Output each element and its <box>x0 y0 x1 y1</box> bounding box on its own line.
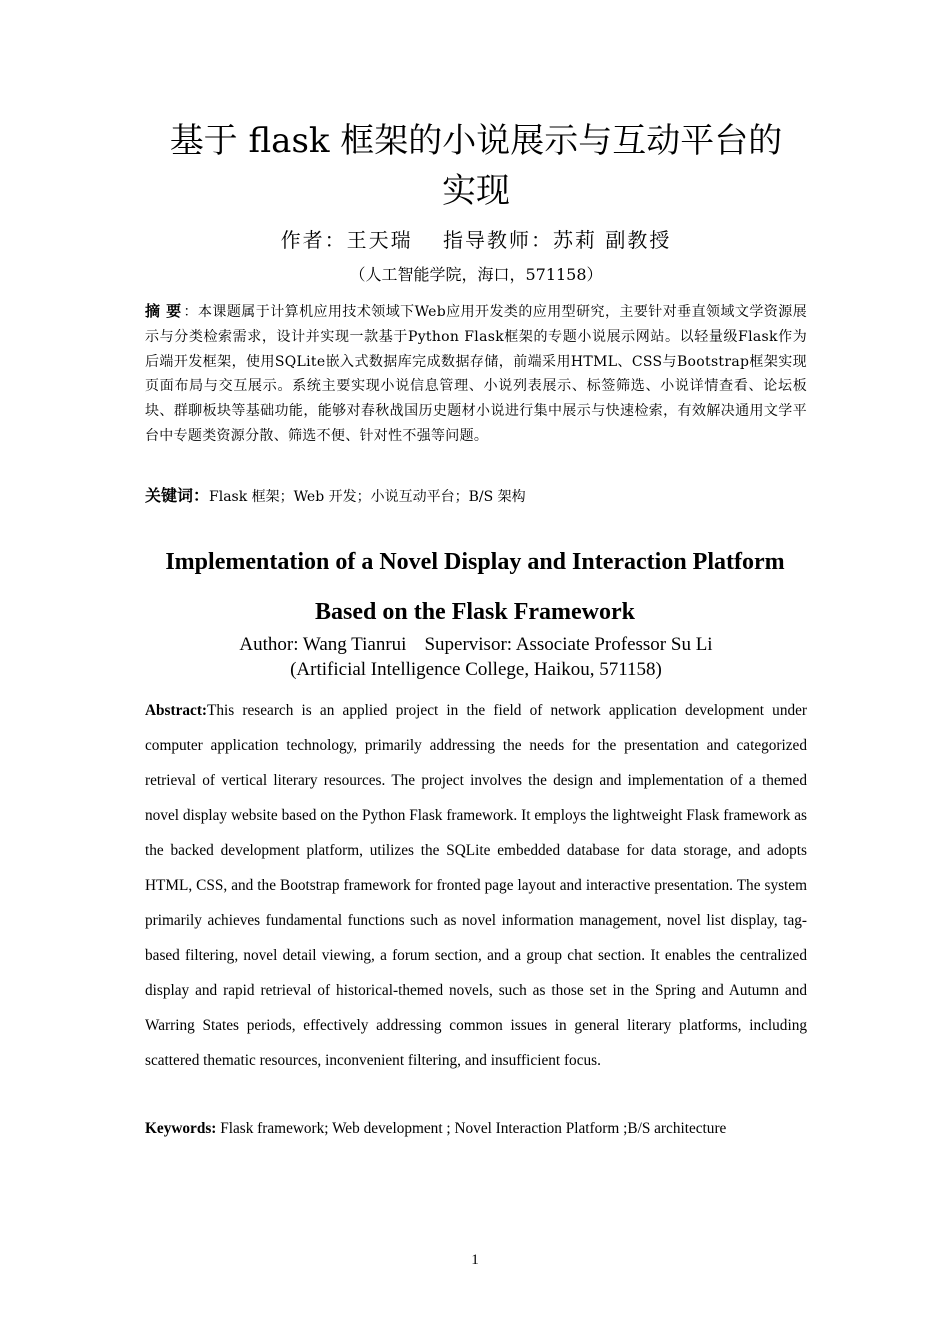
chinese-keywords-label: 关键词： <box>145 486 210 505</box>
english-supervisor: Supervisor: Associate Professor Su Li <box>424 634 713 655</box>
english-author-line <box>145 632 807 658</box>
chinese-title <box>145 116 807 216</box>
chinese-affiliation: （人工智能学院，海口，571158） <box>349 265 603 284</box>
page-number: 1 <box>471 1252 479 1268</box>
english-author: Author: Wang Tianrui <box>239 634 407 655</box>
english-abstract-label: Abstract: <box>145 702 208 719</box>
english-abstract <box>145 693 807 1078</box>
english-keywords-label: Keywords: <box>145 1120 217 1137</box>
english-abstract-text: This research is an applied project in the field of network application development under computer application technology, primarily addressing the needs for the presentation and categorized retrieval of vertical literary resources. The project involves the design and implementation of a themed novel display website based on the Python Flask framework. It employs the lightweight Flask framework as the backed development platform, utilizes the SQLite embedded database for data storage, and adopts HTML, CSS, and the Bootstrap framework for fronted page layout and interactive presentation. The system primarily achieves fundamental functions such as novel information management, novel list display, tag-based filtering, novel detail viewing, a forum section, and a group chat section. It enables the centralized display and rapid retrieval of historical-themed novels, such as those set in the Spring and Autumn and Warring States periods, effectively addressing common issues in general literary platforms, including scattered thematic resources, inconvenient filtering, and insufficient focus. <box>145 702 807 1069</box>
english-title-line-1: Implementation of a Novel Display and Interaction Platform <box>165 549 785 575</box>
chinese-title-line-1: 基于 flask 框架的小说展示与互动平台的 <box>169 121 783 161</box>
english-keywords-text: Flask framework; Web development ; Novel Interaction Platform ;B/S architecture <box>216 1120 727 1137</box>
chinese-author-line: 作者：王天瑞 指导教师：苏莉 副教授 <box>280 228 672 252</box>
chinese-keywords <box>145 484 807 509</box>
english-affiliation: (Artificial Intelligence College, Haikou, 571158) <box>290 659 662 680</box>
chinese-title-line-2: 实现 <box>442 171 510 211</box>
chinese-keywords-text: Flask 框架；Web 开发；小说互动平台；B/S 架构 <box>209 489 526 505</box>
chinese-abstract-label: 摘 要 <box>145 302 182 320</box>
chinese-abstract-text: ：本课题属于计算机应用技术领域下Web应用开发类的应用型研究，主要针对垂直领域文学资源展示与分类检索需求，设计并实现一款基于Python Flask框架的专题小说展示网站。以轻量级Flask作为后端开发框架，使用SQLite嵌入式数据库完成数据存储，前端采用HTML、CSS与Bootstrap框架实现页面布局与交互展示。系统主要实现小说信息管理、小说列表展示、标签筛选、小说详情查看、论坛板块、群聊板块等基础功能，能够对春秋战国历史题材小说进行集中展示与快速检索，有效解决通用文学平台中专题类资源分散、筛选不便、针对性不强等问题。 <box>145 304 807 444</box>
english-title <box>135 537 815 637</box>
chinese-abstract <box>145 299 807 449</box>
english-title-line-2: Based on the Flask Framework <box>315 599 635 625</box>
english-keywords <box>145 1117 807 1141</box>
